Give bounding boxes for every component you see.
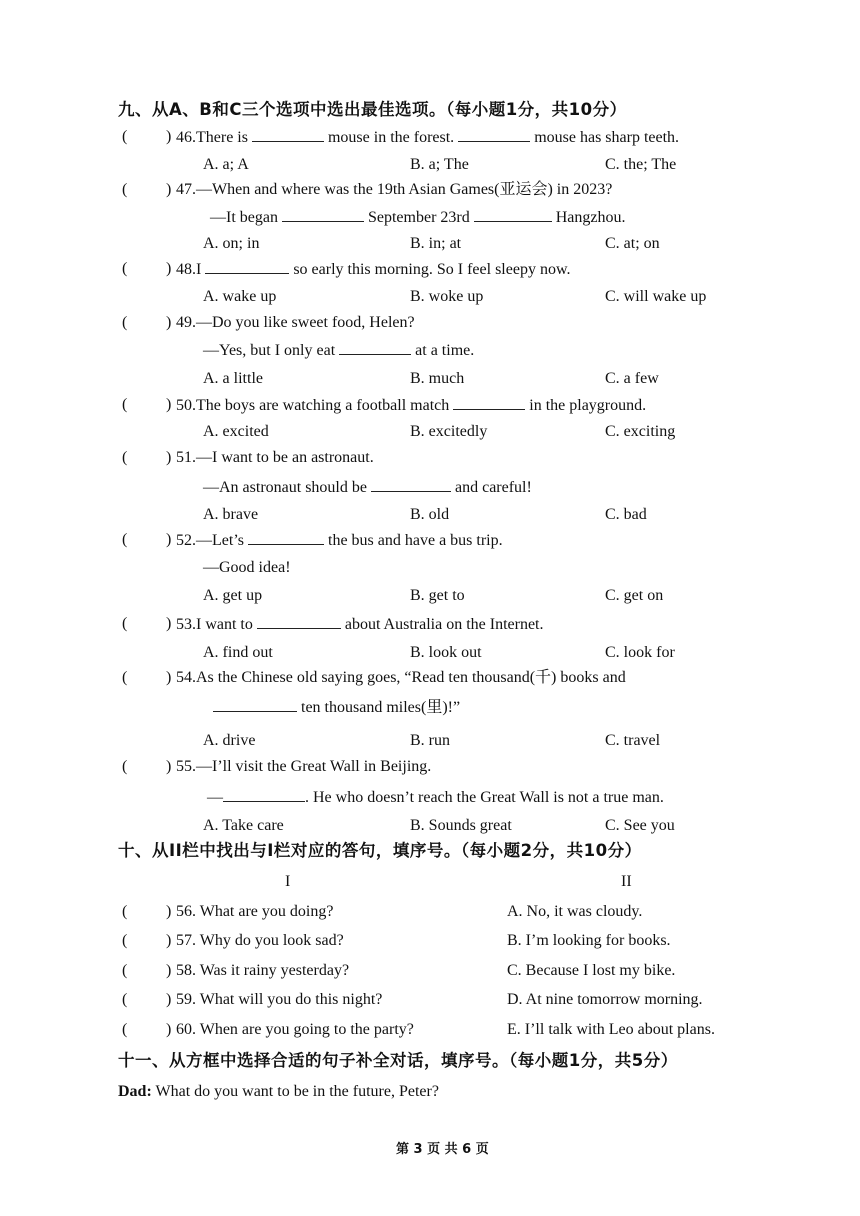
question-number: 50. — [176, 397, 196, 414]
question-text: 54.As the Chinese old saying goes, “Read ten thousand(千) books and — [176, 669, 626, 686]
question-number: 51. — [176, 449, 196, 466]
answer-paren-close: ) — [166, 903, 172, 920]
option-a: A. drive — [203, 732, 256, 749]
answer-paren-close: ) — [166, 991, 172, 1008]
option-a: A. brave — [203, 506, 259, 523]
answer-paren-close: ) — [166, 181, 172, 198]
option-a: A. excited — [203, 423, 269, 440]
matching-answer: A. No, it was cloudy. — [507, 903, 643, 920]
answer-paren-open: ( — [122, 1021, 128, 1038]
matching-answer: C. Because I lost my bike. — [507, 962, 676, 979]
option-b: B. a; The — [410, 156, 469, 173]
column-i-heading: I — [285, 873, 291, 890]
question-text-line-2: —It began September 23rd Hangzhou. — [210, 209, 626, 226]
answer-paren-close: ) — [166, 962, 172, 979]
option-a: A. on; in — [203, 235, 260, 252]
answer-blank — [205, 259, 289, 274]
question-number: 52. — [176, 532, 196, 549]
answer-paren-open: ( — [122, 932, 128, 949]
question-text-line-2: — . He who doesn’t reach the Great Wall is not a true man. — [207, 789, 664, 806]
question-text: 48.I so early this morning. So I feel sleepy now. — [176, 261, 571, 278]
question-text: 52.—Let’s the bus and have a bus trip. — [176, 532, 503, 549]
answer-blank — [474, 207, 552, 222]
option-c: C. look for — [605, 644, 675, 661]
option-b: B. Sounds great — [410, 817, 512, 834]
matching-question: 60. When are you going to the party? — [176, 1021, 414, 1038]
answer-paren-close: ) — [166, 128, 172, 145]
option-a: A. find out — [203, 644, 273, 661]
dialogue-line: Dad: What do you want to be in the future, Peter? — [118, 1083, 439, 1100]
answer-blank — [248, 530, 324, 545]
answer-paren-open: ( — [122, 758, 128, 775]
option-c: C. a few — [605, 370, 659, 387]
option-b: B. run — [410, 732, 450, 749]
answer-blank — [223, 787, 305, 802]
question-number: 49. — [176, 314, 196, 331]
answer-blank — [458, 127, 530, 142]
matching-answer: B. I’m looking for books. — [507, 932, 671, 949]
answer-paren-open: ( — [122, 396, 128, 413]
option-a: A. a little — [203, 370, 263, 387]
question-text: 55.—I’ll visit the Great Wall in Beijing. — [176, 758, 432, 775]
answer-paren-open: ( — [122, 128, 128, 145]
option-b: B. look out — [410, 644, 482, 661]
option-c: C. the; The — [605, 156, 677, 173]
question-text: 50.The boys are watching a football match in the playground. — [176, 397, 647, 414]
option-a: A. Take care — [203, 817, 284, 834]
answer-paren-open: ( — [122, 669, 128, 686]
option-b: B. old — [410, 506, 450, 523]
matching-answer: D. At nine tomorrow morning. — [507, 991, 703, 1008]
answer-paren-close: ) — [166, 260, 172, 277]
answer-paren-open: ( — [122, 991, 128, 1008]
question-text-line-2: —An astronaut should be and careful! — [203, 479, 532, 496]
matching-question: 56. What are you doing? — [176, 903, 334, 920]
question-number: 58. — [176, 962, 196, 979]
section-9-title: 九、从A、B和C三个选项中选出最佳选项。（每小题1分，共10分） — [118, 100, 627, 119]
question-text-line-2: ten thousand miles(里)!” — [213, 697, 460, 718]
question-text: 46.There is mouse in the forest. mouse has sharp teeth. — [176, 129, 680, 146]
answer-paren-open: ( — [122, 314, 128, 331]
option-a: A. a; A — [203, 156, 249, 173]
section-11-title: 十一、从方框中选择合适的句子补全对话，填序号。（每小题1分，共5分） — [118, 1051, 678, 1070]
matching-question: 57. Why do you look sad? — [176, 932, 344, 949]
question-text: 47.—When and where was the 19th Asian Games(亚运会) in 2023? — [176, 181, 613, 198]
answer-blank — [252, 127, 324, 142]
option-b: B. woke up — [410, 288, 484, 305]
question-number: 57. — [176, 932, 196, 949]
answer-paren-open: ( — [122, 615, 128, 632]
question-number: 54. — [176, 669, 196, 686]
answer-paren-close: ) — [166, 1021, 172, 1038]
answer-paren-close: ) — [166, 531, 172, 548]
option-c: C. at; on — [605, 235, 660, 252]
question-number: 53. — [176, 616, 196, 633]
question-number: 46. — [176, 129, 196, 146]
option-c: C. bad — [605, 506, 647, 523]
page-footer: 第 3 页 共 6 页 — [396, 1142, 489, 1157]
answer-blank — [213, 697, 297, 712]
option-c: C. See you — [605, 817, 675, 834]
answer-paren-close: ) — [166, 314, 172, 331]
answer-paren-close: ) — [166, 449, 172, 466]
answer-paren-close: ) — [166, 932, 172, 949]
option-c: C. exciting — [605, 423, 676, 440]
answer-paren-open: ( — [122, 449, 128, 466]
answer-blank — [339, 340, 411, 355]
option-a: A. wake up — [203, 288, 277, 305]
question-number: 47. — [176, 181, 196, 198]
answer-paren-close: ) — [166, 615, 172, 632]
question-number: 60. — [176, 1021, 196, 1038]
answer-paren-open: ( — [122, 962, 128, 979]
column-ii-heading: II — [621, 873, 632, 890]
option-c: C. travel — [605, 732, 661, 749]
matching-question: 59. What will you do this night? — [176, 991, 383, 1008]
question-number: 48. — [176, 261, 196, 278]
answer-paren-close: ) — [166, 669, 172, 686]
question-text-line-2: —Good idea! — [203, 559, 291, 576]
question-text: 49.—Do you like sweet food, Helen? — [176, 314, 415, 331]
question-text-line-2: —Yes, but I only eat at a time. — [203, 342, 475, 359]
answer-blank — [371, 477, 451, 492]
option-c: C. will wake up — [605, 288, 707, 305]
question-number: 56. — [176, 903, 196, 920]
question-number: 55. — [176, 758, 196, 775]
question-text: 53.I want to about Australia on the Internet. — [176, 616, 544, 633]
speaker-label: Dad: — [118, 1083, 152, 1100]
matching-answer: E. I’ll talk with Leo about plans. — [507, 1021, 715, 1038]
answer-paren-open: ( — [122, 531, 128, 548]
matching-question: 58. Was it rainy yesterday? — [176, 962, 350, 979]
answer-paren-open: ( — [122, 903, 128, 920]
option-b: B. excitedly — [410, 423, 488, 440]
answer-paren-close: ) — [166, 396, 172, 413]
option-c: C. get on — [605, 587, 664, 604]
answer-blank — [453, 395, 525, 410]
answer-blank — [257, 614, 341, 629]
option-b: B. get to — [410, 587, 465, 604]
answer-paren-open: ( — [122, 260, 128, 277]
section-10-title: 十、从II栏中找出与I栏对应的答句，填序号。（每小题2分，共10分） — [118, 841, 642, 860]
option-b: B. much — [410, 370, 465, 387]
answer-blank — [282, 207, 364, 222]
option-b: B. in; at — [410, 235, 462, 252]
answer-paren-close: ) — [166, 758, 172, 775]
question-text: 51.—I want to be an astronaut. — [176, 449, 374, 466]
question-number: 59. — [176, 991, 196, 1008]
option-a: A. get up — [203, 587, 263, 604]
answer-paren-open: ( — [122, 181, 128, 198]
